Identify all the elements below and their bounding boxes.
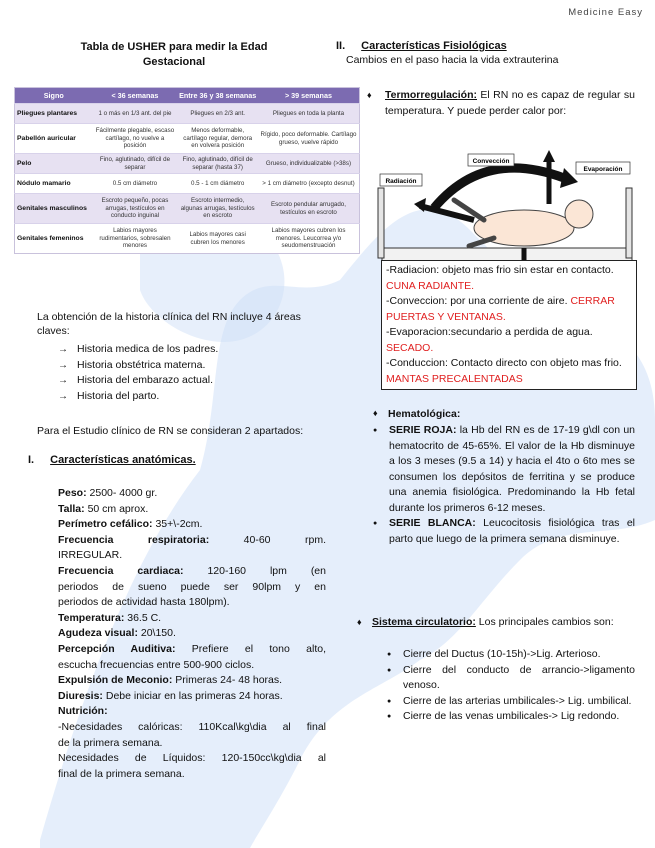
meconio-row: Expulsión de Meconio: Primeras 24- 48 horas. — [58, 674, 283, 687]
table-cell: Labios mayores casi cubren los menores — [177, 224, 258, 254]
anatomical-list — [58, 486, 326, 782]
left-column — [14, 40, 357, 780]
usher-header-cell: > 39 semanas — [258, 88, 360, 104]
conveccion-line: -Conveccion: por una corriente de aire. CERRAR PUERTAS Y VENTANAS. — [386, 295, 615, 323]
usher-header-row — [15, 88, 360, 104]
section-number: II. — [336, 40, 346, 52]
list-item: ● SERIE ROJA: la Hb del RN es de 17-19 g\dl con un hematocrito de 45-65%. El valor de la Hb disminuye a los 3 meses (9.5 a 14) y hacia el 4to o 6to mes se consumen los depósitos de ferritina y se produce una anemia fisiológica. Predominando la Hb fetal durante los primeros 6-12 meses. — [389, 423, 635, 516]
table-cell: Rígido, poco deformable. Cartílago grueso, vuelve rápido — [258, 124, 360, 154]
usher-header-cell: < 36 semanas — [93, 88, 178, 104]
table-cell: Escroto pequeño, pocas arrugas, testículos en conducto inguinal — [93, 194, 178, 224]
historia-list — [58, 342, 218, 404]
usher-sign-cell: Nódulo mamario — [15, 174, 93, 194]
hematologica-heading: ♦ Hematológica: — [373, 408, 461, 420]
termorregulacion-block: ♦ Termorregulación: El RN no es capaz de regular su temperatura. Y puede perder calor por: — [367, 89, 635, 117]
conveccion-label: Convección — [472, 158, 510, 165]
section-title: Características Fisiológicas — [361, 40, 507, 52]
table-cell: Escroto intermedio, algunas arrugas, testículos en escroto — [177, 194, 258, 224]
table-cell: Fino, aglutinado, difícil de separar — [93, 154, 178, 174]
diamond-bullet-icon: ♦ — [373, 408, 378, 418]
nutricion-liquidos-2: final de la primera semana. — [58, 767, 185, 780]
circulatorio-heading: ♦ Sistema circulatorio: Los principales cambios son: — [372, 615, 636, 631]
section-fisiologicas-heading — [336, 40, 507, 52]
radiacion-line: -Radiacion: objeto mas frio sin estar en contacto. CUNA RADIANTE. — [386, 264, 614, 292]
usher-title: Tabla de USHER para medir la Edad Gestacional — [80, 41, 268, 68]
list-item: → Historia del parto. — [58, 389, 218, 405]
usher-sign-cell: Pelo — [15, 154, 93, 174]
perimetro-row: Perímetro cefálico: 35+\-2cm. — [58, 518, 203, 531]
table-cell: Pliegues en toda la planta — [258, 104, 360, 124]
radiacion-label: Radiación — [385, 178, 417, 185]
estudio-intro: Para el Estudio clínico de RN se consideran 2 apartados: — [37, 425, 304, 437]
list-item: → Historia del embarazo actual. — [58, 373, 218, 389]
table-row — [15, 224, 360, 254]
fr-row-2: IRREGULAR. — [58, 549, 123, 562]
usher-sign-cell: Pliegues plantares — [15, 104, 93, 124]
evaporacion-line: -Evaporacion:secundario a perdida de agua. SECADO. — [386, 326, 593, 354]
heat-loss-box — [381, 260, 637, 390]
nutricion-caloricas-2: de la primera semana. — [58, 736, 163, 749]
fr-row: Frecuencia respiratoria: 40-60 rpm. — [58, 533, 326, 546]
agudeza-row: Agudeza visual: 20\150. — [58, 627, 176, 640]
table-cell: Grueso, individualizable (>38s) — [258, 154, 360, 174]
list-item: ● Cierre del conducto de arrancio->ligamento venoso. — [403, 663, 635, 694]
usher-sign-cell: Genitales masculinos — [15, 194, 93, 224]
list-item: ● Cierre de las arterias umbilicales-> Lig. umbilical. — [403, 694, 635, 710]
evaporacion-label: Evaporación — [583, 166, 623, 173]
table-cell: 0.5 cm diámetro — [93, 174, 178, 194]
conduccion-line: -Conduccion: Contacto directo con objeto mas frio. MANTAS PRECALENTADAS — [386, 357, 622, 385]
list-item: ● Cierre de las venas umbilicales-> Lig redondo. — [403, 709, 635, 725]
peso-row: Peso: 2500- 4000 gr. — [58, 487, 158, 499]
fc-row-3: periodos de actividad hasta 180lpm). — [58, 596, 230, 609]
table-cell: 0.5 - 1 cm diámetro — [177, 174, 258, 194]
arrow-head-icon — [543, 150, 555, 162]
nutricion-row: Nutrición: — [58, 705, 108, 718]
nutricion-liquidos: Necesidades de Líquidos: 120-150cc\kg\dia al — [58, 752, 326, 765]
arrow-head-icon — [414, 198, 426, 212]
table-cell: Menos deformable, cartílago regular, demora en volvera posición — [177, 124, 258, 154]
section-title: Características anatómicas. — [50, 454, 196, 466]
nutricion-caloricas: -Necesidades calóricas: 110Kcal\kg\dia al final — [58, 720, 326, 733]
diuresis-row: Diuresis: Debe iniciar en las primeras 24 horas. — [58, 689, 283, 702]
usher-sign-cell: Genitales femeninos — [15, 224, 93, 254]
list-item: ● SERIE BLANCA: Leucocitosis fisiológica tras el parto que luego de la primera semana disminuye. — [389, 516, 635, 547]
crib-side-shape — [378, 188, 384, 258]
hematologica-list — [389, 423, 635, 547]
table-cell: 1 o más en 1/3 ant. del pie — [93, 104, 178, 124]
arrow-head-icon — [560, 168, 578, 188]
usher-header-cell: Entre 36 y 38 semanas — [177, 88, 258, 104]
fc-row: Frecuencia cardiaca: 120-160 lpm (en — [58, 564, 326, 577]
historia-intro: La obtención de la historia clínica del RN incluye 4 áreas claves: — [37, 311, 301, 337]
list-item: → Historia medica de los padres. — [58, 342, 218, 358]
talla-row: Talla: 50 cm aprox. — [58, 502, 149, 515]
auditiva-row-2: escucha frecuencias entre 500-900 ciclos. — [58, 658, 255, 671]
table-row — [15, 174, 360, 194]
table-row — [15, 154, 360, 174]
usher-header-cell: Signo — [15, 88, 93, 104]
table-cell: Labios mayores cubren los menores. Leucorrea y/o seudomenstruación — [258, 224, 360, 254]
circulatorio-list — [403, 647, 635, 725]
table-cell: > 1 cm diámetro (excepto desnut) — [258, 174, 360, 194]
section-anatomicas-heading — [28, 454, 196, 466]
baby-leg-shape — [469, 238, 494, 246]
table-cell: Fácilmente plegable, escaso cartílago, no vuelve a posición — [93, 124, 178, 154]
table-cell: Fino, aglutinado, difícil de separar (hasta 37) — [177, 154, 258, 174]
diamond-bullet-icon: ♦ — [367, 90, 372, 100]
section-number: I. — [28, 454, 35, 466]
fc-row-2: periodos de sueno puede ser 90lpm y en — [58, 580, 326, 593]
temperatura-row: Temperatura: 36.5 C. — [58, 611, 162, 624]
table-cell: Escroto pendular arrugado, testículos en escroto — [258, 194, 360, 224]
brand-label: Medicine Easy — [568, 7, 643, 18]
usher-table — [14, 87, 360, 254]
diamond-bullet-icon: ♦ — [357, 617, 362, 627]
table-cell: Pliegues en 2/3 ant. — [177, 104, 258, 124]
table-row — [15, 124, 360, 154]
list-item: ● Cierre del Ductus (10-15h)->Lig. Arterioso. — [403, 647, 635, 663]
list-item: → Historia obstétrica materna. — [58, 358, 218, 374]
table-row — [15, 194, 360, 224]
crib-side-shape — [626, 188, 632, 258]
baby-head-shape — [565, 200, 593, 228]
usher-sign-cell: Pabellón auricular — [15, 124, 93, 154]
section-subtitle: Cambios en el paso hacia la vida extrauterina — [346, 54, 559, 66]
table-row — [15, 104, 360, 124]
auditiva-row: Percepción Auditiva: Prefiere el tono alto, — [58, 642, 326, 655]
table-cell: Labios mayores rudimentarios, sobresalen menores — [93, 224, 178, 254]
